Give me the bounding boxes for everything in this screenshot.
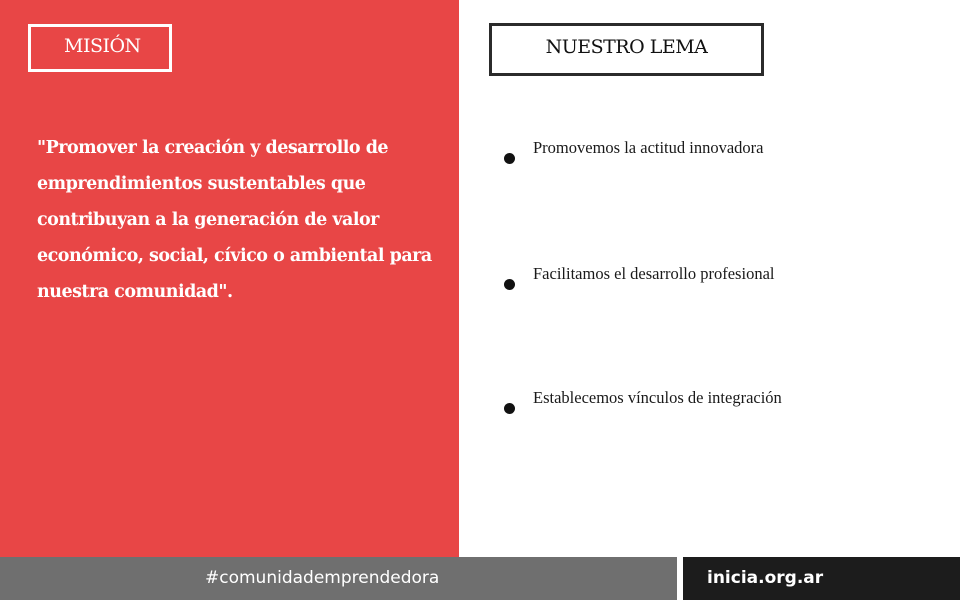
lema-heading: NUESTRO LEMA	[489, 23, 764, 76]
bullet-icon	[504, 403, 515, 414]
lema-item-text: Promovemos la actitud innovadora	[533, 138, 764, 157]
footer-hashtag: #comunidademprendedora	[0, 557, 677, 600]
footer-site-link[interactable]: inicia.org.ar	[683, 557, 960, 600]
mision-statement: "Promover la creación y desarrollo de emprendimientos sustentables que contribuyan a la generación de valor económico, social, cívico o ambiental para nuestra comunidad".	[37, 138, 432, 302]
lema-item-text: Establecemos vínculos de integración	[533, 388, 782, 407]
mision-panel	[0, 0, 459, 557]
bullet-icon	[504, 153, 515, 164]
bullet-icon	[504, 279, 515, 290]
mision-heading: MISIÓN	[28, 24, 172, 72]
lema-item-text: Facilitamos el desarrollo profesional	[533, 264, 775, 283]
